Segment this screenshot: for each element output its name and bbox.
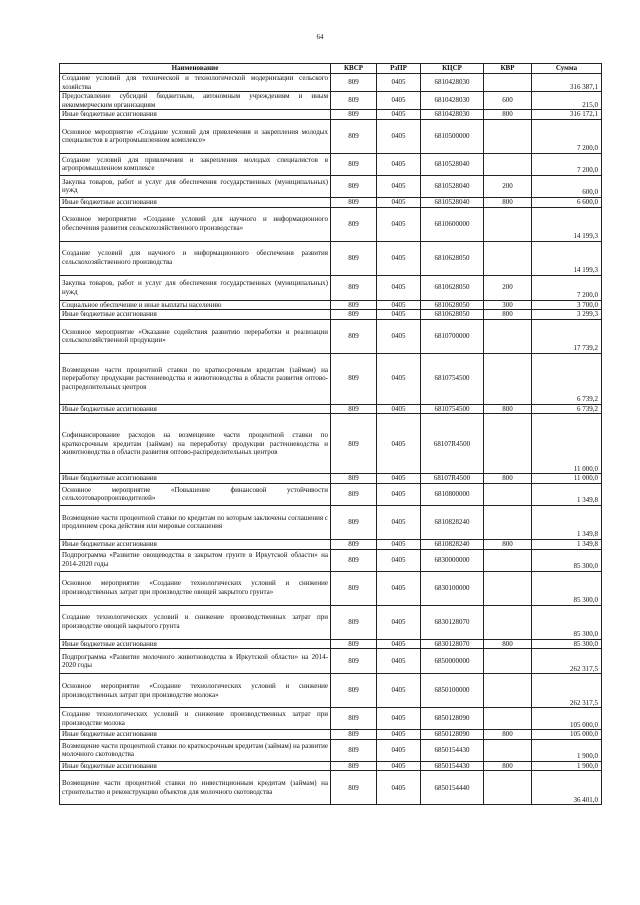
cell-kcsr: 6810428030 [421,92,484,110]
cell-kvr: 800 [484,639,532,649]
cell-sum: 14 199,3 [532,207,602,241]
cell-kvr: 800 [484,404,532,414]
cell-sum: 600,0 [532,175,602,197]
cell-kvr [484,708,532,730]
cell-name: Создание условий для научного и информационного обеспечения развития сельскохозяйственного производства [60,241,331,275]
cell-kcsr: 6810500000 [421,119,484,153]
cell-sum: 6 600,0 [532,197,602,207]
cell-kcsr: 6850154430 [421,761,484,771]
cell-name: Иные бюджетные ассигнования [60,110,331,120]
cell-name: Иные бюджетные ассигнования [60,197,331,207]
cell-sum: 1 349,8 [532,539,602,549]
cell-name: Создание условий для привлечения и закрепления молодых специалистов в агропромышленном комплексе [60,153,331,175]
cell-kvr [484,414,532,474]
cell-rzpr: 0405 [377,241,421,275]
table-row [60,275,602,300]
cell-sum: 7 200,0 [532,119,602,153]
cell-kvsr: 809 [331,414,377,474]
cell-rzpr: 0405 [377,639,421,649]
cell-sum: 6 739,2 [532,404,602,414]
cell-kvr [484,241,532,275]
cell-kcsr: 6810754500 [421,353,484,404]
cell-sum: 7 200,0 [532,275,602,300]
cell-rzpr: 0405 [377,353,421,404]
budget-table [59,63,602,805]
header-name: Наименование [60,64,331,74]
cell-kvr: 600 [484,92,532,110]
cell-kvr: 800 [484,761,532,771]
table-row [60,571,602,605]
cell-name: Создание технологических условий и снижение производственных затрат при производстве молока [60,708,331,730]
cell-kvsr: 809 [331,539,377,549]
cell-name: Основное мероприятие «Создание технологических условий и снижение производственных затрат при производстве овощей закрытого грунта» [60,571,331,605]
table-row [60,483,602,505]
cell-name: Основное мероприятие «Создание технологических условий и снижение производственных затрат при производстве молока» [60,674,331,708]
cell-rzpr: 0405 [377,483,421,505]
table-row [60,300,602,310]
cell-kcsr: 6810628050 [421,275,484,300]
cell-kvsr: 809 [331,300,377,310]
cell-rzpr: 0405 [377,649,421,674]
cell-kvsr: 809 [331,639,377,649]
cell-sum: 36 401,0 [532,771,602,805]
cell-sum: 215,0 [532,92,602,110]
cell-kvsr: 809 [331,92,377,110]
cell-kcsr: 6810528040 [421,197,484,207]
table-row [60,771,602,805]
table-row [60,404,602,414]
cell-name: Закупка товаров, работ и услуг для обеспечения государственных (муниципальных) нужд [60,175,331,197]
cell-kvsr: 809 [331,571,377,605]
cell-kvr: 800 [484,730,532,740]
cell-rzpr: 0405 [377,310,421,320]
cell-rzpr: 0405 [377,708,421,730]
cell-kcsr: 6810428030 [421,74,484,92]
cell-name: Основное мероприятие «Создание условий для научного и информационного обеспечения развития сельскохозяйственного производства» [60,207,331,241]
cell-kvsr: 809 [331,708,377,730]
cell-kvr [484,649,532,674]
table-row [60,74,602,92]
cell-rzpr: 0405 [377,300,421,310]
cell-kvr [484,674,532,708]
cell-name: Возмещение части процентной ставки по краткосрочным кредитам (займам) на развитие молочного скотоводства [60,739,331,761]
cell-rzpr: 0405 [377,92,421,110]
table-row [60,739,602,761]
cell-rzpr: 0405 [377,175,421,197]
cell-name: Возмещение части процентной ставки по кредитам по которым заключены соглашения с продлением срока действия или мировые соглашения [60,505,331,539]
cell-kcsr: 6810800000 [421,483,484,505]
cell-kvsr: 809 [331,761,377,771]
cell-kcsr: 6810528040 [421,175,484,197]
cell-kvr: 800 [484,110,532,120]
cell-name: Иные бюджетные ассигнования [60,730,331,740]
cell-kcsr: 6810700000 [421,319,484,353]
cell-kvr [484,483,532,505]
cell-sum: 7 200,0 [532,153,602,175]
table-row [60,605,602,639]
cell-rzpr: 0405 [377,404,421,414]
cell-kvsr: 809 [331,474,377,484]
cell-kvr [484,74,532,92]
cell-name: Возмещение части процентной ставки по инвестиционным кредитам (займам) на строительство и реконструкцию объектов для молочного скотоводства [60,771,331,805]
table-row [60,110,602,120]
table-row [60,708,602,730]
cell-kvsr: 809 [331,549,377,571]
cell-kcsr: 6850128090 [421,708,484,730]
header-kvr: КВР [484,64,532,74]
cell-sum: 6 739,2 [532,353,602,404]
table-row [60,505,602,539]
cell-sum: 262 317,5 [532,674,602,708]
cell-kvsr: 809 [331,353,377,404]
table-row [60,649,602,674]
cell-rzpr: 0405 [377,414,421,474]
cell-kvr [484,571,532,605]
cell-name: Подпрограмма «Развитие овощеводства в закрытом грунте в Иркутской области» на 2014-2020 годы [60,549,331,571]
cell-rzpr: 0405 [377,730,421,740]
cell-kcsr: 6850000000 [421,649,484,674]
table-row [60,639,602,649]
table-row [60,539,602,549]
cell-kcsr: 6810628050 [421,310,484,320]
cell-kvsr: 809 [331,241,377,275]
cell-kvr [484,119,532,153]
cell-kcsr: 68107R4500 [421,414,484,474]
cell-kvsr: 809 [331,771,377,805]
cell-kcsr: 6850100000 [421,674,484,708]
cell-rzpr: 0405 [377,110,421,120]
cell-kvsr: 809 [331,649,377,674]
cell-kvr [484,771,532,805]
table-row [60,175,602,197]
cell-rzpr: 0405 [377,119,421,153]
cell-kcsr: 6850154430 [421,739,484,761]
header-kvsr: КВСР [331,64,377,74]
cell-name: Иные бюджетные ассигнования [60,639,331,649]
cell-rzpr: 0405 [377,153,421,175]
cell-kvsr: 809 [331,310,377,320]
cell-rzpr: 0405 [377,474,421,484]
cell-kvsr: 809 [331,319,377,353]
cell-kvsr: 809 [331,110,377,120]
cell-kvsr: 809 [331,197,377,207]
cell-kcsr: 6810428030 [421,110,484,120]
table-row [60,761,602,771]
cell-kvr [484,319,532,353]
cell-name: Иные бюджетные ассигнования [60,310,331,320]
cell-name: Иные бюджетные ассигнования [60,404,331,414]
cell-sum: 105 000,0 [532,708,602,730]
table-row [60,674,602,708]
cell-rzpr: 0405 [377,771,421,805]
cell-kvr [484,739,532,761]
cell-kvsr: 809 [331,275,377,300]
cell-kvsr: 809 [331,605,377,639]
cell-kvsr: 809 [331,207,377,241]
cell-kcsr: 6810754500 [421,404,484,414]
page-number: 64 [316,33,324,41]
cell-sum: 85 300,0 [532,639,602,649]
cell-name: Основное мероприятие «Оказание содействия развитию переработки и реализации сельскохозяйственной продукции» [60,319,331,353]
cell-sum: 14 199,3 [532,241,602,275]
table-body [60,74,602,805]
cell-kvr [484,505,532,539]
cell-name: Основное мероприятие «Повышение финансовой устойчивости сельхозтоваропроизводителей» [60,483,331,505]
cell-kcsr: 6810828240 [421,539,484,549]
header-sum: Сумма [532,64,602,74]
cell-name: Иные бюджетные ассигнования [60,539,331,549]
cell-kvr: 800 [484,539,532,549]
cell-rzpr: 0405 [377,761,421,771]
cell-kvsr: 809 [331,483,377,505]
cell-kvr: 800 [484,474,532,484]
cell-name: Предоставление субсидий бюджетным, автономным учреждениям и иным некоммерческим организациям [60,92,331,110]
cell-sum: 85 300,0 [532,571,602,605]
cell-rzpr: 0405 [377,207,421,241]
table-row [60,730,602,740]
cell-name: Возмещение части процентной ставки по краткосрочным кредитам (займам) на переработку продукции растениеводства и животноводства в области развития оптово-распределительных центров [60,353,331,404]
cell-kvr: 800 [484,310,532,320]
cell-kcsr: 6850128090 [421,730,484,740]
cell-kvr: 200 [484,275,532,300]
cell-sum: 85 300,0 [532,549,602,571]
cell-rzpr: 0405 [377,319,421,353]
cell-rzpr: 0405 [377,539,421,549]
cell-kcsr: 6830128070 [421,605,484,639]
table-header-row [60,64,602,74]
cell-name: Иные бюджетные ассигнования [60,474,331,484]
cell-sum: 316 172,1 [532,110,602,120]
cell-rzpr: 0405 [377,197,421,207]
cell-sum: 85 300,0 [532,605,602,639]
cell-name: Создание технологических условий и снижение производственных затрат при производстве овощей закрытого грунта [60,605,331,639]
table-row [60,414,602,474]
table-row [60,197,602,207]
cell-kcsr: 6810600000 [421,207,484,241]
cell-rzpr: 0405 [377,549,421,571]
cell-kvsr: 809 [331,674,377,708]
cell-kvr: 300 [484,300,532,310]
cell-kcsr: 6810628050 [421,300,484,310]
cell-sum: 1 349,8 [532,483,602,505]
cell-kvr [484,153,532,175]
cell-sum: 1 900,0 [532,761,602,771]
cell-name: Софинансирование расходов на возмещение части процентной ставки по краткосрочным кредитам (займам) на переработку продукции растениеводства и животноводства в области развития оптово-распределительных центров [60,414,331,474]
cell-kvsr: 809 [331,74,377,92]
cell-name: Основное мероприятие «Создание условий для привлечения и закрепления молодых специалистов в агропромышленном комплексе» [60,119,331,153]
cell-rzpr: 0405 [377,74,421,92]
table-row [60,474,602,484]
cell-kvsr: 809 [331,175,377,197]
cell-kcsr: 68107R4500 [421,474,484,484]
table-row [60,207,602,241]
cell-kcsr: 6810528040 [421,153,484,175]
cell-name: Иные бюджетные ассигнования [60,761,331,771]
cell-kvr [484,549,532,571]
cell-kvsr: 809 [331,730,377,740]
table-row [60,119,602,153]
cell-sum: 17 739,2 [532,319,602,353]
header-rzpr: РзПР [377,64,421,74]
cell-rzpr: 0405 [377,505,421,539]
cell-kcsr: 6810828240 [421,505,484,539]
cell-kcsr: 6810628050 [421,241,484,275]
cell-rzpr: 0405 [377,739,421,761]
cell-kvr [484,605,532,639]
cell-rzpr: 0405 [377,674,421,708]
cell-kcsr: 6850154440 [421,771,484,805]
table-row [60,92,602,110]
cell-sum: 316 387,1 [532,74,602,92]
cell-sum: 3 700,0 [532,300,602,310]
header-kcsr: КЦСР [421,64,484,74]
cell-kcsr: 6830128070 [421,639,484,649]
table-row [60,353,602,404]
table-row [60,549,602,571]
cell-kvr [484,207,532,241]
cell-rzpr: 0405 [377,571,421,605]
cell-kvr [484,353,532,404]
cell-kvr: 200 [484,175,532,197]
cell-kvsr: 809 [331,404,377,414]
cell-rzpr: 0405 [377,605,421,639]
cell-sum: 11 000,0 [532,414,602,474]
cell-kvsr: 809 [331,153,377,175]
table-row [60,241,602,275]
cell-kvsr: 809 [331,119,377,153]
cell-name: Социальное обеспечение и иные выплаты населению [60,300,331,310]
cell-sum: 11 000,0 [532,474,602,484]
table-row [60,319,602,353]
cell-rzpr: 0405 [377,275,421,300]
table-row [60,310,602,320]
cell-kvsr: 809 [331,505,377,539]
table-row [60,153,602,175]
cell-kcsr: 6830000000 [421,549,484,571]
cell-sum: 1 349,8 [532,505,602,539]
cell-sum: 105 000,0 [532,730,602,740]
cell-name: Подпрограмма «Развитие молочного животноводства в Иркутской области» на 2014-2020 годы [60,649,331,674]
cell-kvsr: 809 [331,739,377,761]
cell-sum: 1 900,0 [532,739,602,761]
cell-name: Закупка товаров, работ и услуг для обеспечения государственных (муниципальных) нужд [60,275,331,300]
cell-kcsr: 6830100000 [421,571,484,605]
cell-sum: 3 299,3 [532,310,602,320]
cell-kvr: 800 [484,197,532,207]
cell-name: Создание условий для технической и технологической модернизации сельского хозяйства [60,74,331,92]
cell-sum: 262 317,5 [532,649,602,674]
